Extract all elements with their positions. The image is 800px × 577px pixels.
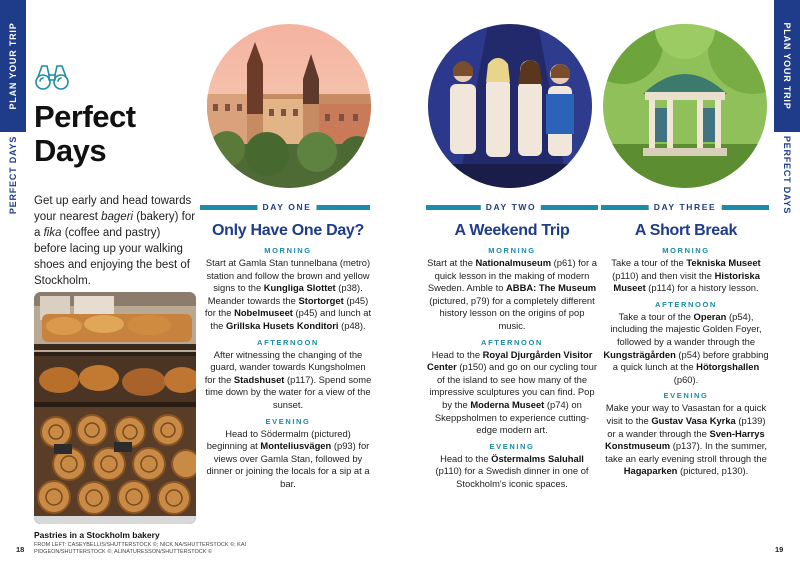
morning-text: Start at Gamla Stan tunnelbana (metro) station and follow the brown and yellow signs to the Kungliga Slottet (p38). Meander towards the Stortorget (p45) for the Nobelmuseet (p45) and lunch at the Grillska Husets Konditori (p48). <box>204 257 372 331</box>
evening-text: Make your way to Vasastan for a quick visit to the Gustav Vasa Kyrka (p139) or a wander through the Sven-Harrys Konstmuseum (p137). In the summer, take an early evening stroll through the Hagaparken (pictured, p130). <box>604 402 768 477</box>
day-heading: Only Have One Day? <box>212 222 364 239</box>
afternoon-text: After witnessing the changing of the guard, wander towards Kungsholmen for the Stadshuset (p117). Spend some time down by the water for a view of the sunset. <box>204 348 372 410</box>
afternoon-label: AFTERNOON <box>481 337 543 347</box>
hagaparken-photo <box>603 24 767 188</box>
afternoon-label: AFTERNOON <box>655 299 717 309</box>
day-heading: A Short Break <box>634 222 738 239</box>
section-tab <box>774 0 800 132</box>
day-one-column <box>204 222 372 491</box>
gamla-stan-photo <box>207 24 371 188</box>
evening-text: Head to the Östermalms Saluhall (p110) for a Swedish dinner in one of Stockholm's iconic spaces. <box>435 452 589 489</box>
page-title: Perfect Days <box>34 99 136 168</box>
day-one-label: DAY ONE <box>258 201 317 214</box>
bakery-photo <box>34 292 196 524</box>
side-tab-right <box>774 0 800 214</box>
subsection-label: PERFECT DAYS <box>782 135 792 215</box>
afternoon-text: Head to the Royal Djurgården Visitor Center (p150) and go on our cycling tour of the island to see how many of the impressive sculptures you can find. Pop by the Moderna Museet (p74) on Skeppsholmen to experience cutting-edge modern art. <box>427 348 597 436</box>
abba-museum-photo <box>428 24 592 188</box>
day-two-label: DAY TWO <box>481 201 541 214</box>
day-heading: A Weekend Trip <box>454 222 570 239</box>
photo-caption: Pastries in a Stockholm bakery <box>34 530 160 540</box>
evening-label: EVENING <box>663 391 709 401</box>
day-three-column <box>602 222 770 478</box>
page-number-left: 18 <box>16 545 25 554</box>
evening-text: Head to Södermalm (pictured) beginning at Monteliusvägen (p93) for views over Gamla Stan, followed by dinner or joining the locals for a sip at a bar. <box>206 427 370 489</box>
intro-text: Get up early and head towards your nearest bageri (bakery) for a fika (coffee and pastry) before lacing up your walking shoes and enjoying the best of Stockholm. <box>34 195 196 287</box>
morning-label: MORNING <box>662 246 710 255</box>
binoculars-icon <box>34 62 70 92</box>
morning-label: MORNING <box>264 246 312 255</box>
page-number-right: 19 <box>775 545 784 554</box>
subsection-label: PERFECT DAYS <box>8 135 18 215</box>
morning-text: Start at the Nationalmuseum (p61) for a quick lesson in the making of modern Sweden. Amble to ABBA: The Museum (pictured, p79) for a completely different history lesson on the origins of pop music. <box>427 257 597 331</box>
evening-label: EVENING <box>489 441 535 451</box>
morning-label: MORNING <box>488 246 536 255</box>
evening-label: EVENING <box>265 416 311 426</box>
morning-text: Take a tour of the Tekniska Museet (p110) and then visit the Historiska Museet (p114) for a history lesson. <box>611 257 761 294</box>
day-two-column <box>426 222 598 491</box>
day-three-label: DAY THREE <box>649 201 722 214</box>
photo-credit: FROM LEFT: CASEYBELLIS/SHUTTERSTOCK ©; NICK NA/SHUTTERSTOCK ©; KAI PIDGEON/SHUTTERSTOCK ©; ALINATURESSON/SHUTTERSTOCK © <box>34 542 247 555</box>
side-tab-left <box>0 0 26 214</box>
section-label: PLAN YOUR TRIP <box>782 22 792 110</box>
afternoon-text: Take a tour of the Operan (p54), including the majestic Golden Foyer, followed by a wander through the Kungsträgården (p54) before grabbing a quick lunch at the Hötorgshallen (p60). <box>603 310 769 385</box>
afternoon-label: AFTERNOON <box>257 337 319 347</box>
section-label: PLAN YOUR TRIP <box>8 22 18 110</box>
section-tab <box>0 0 26 132</box>
